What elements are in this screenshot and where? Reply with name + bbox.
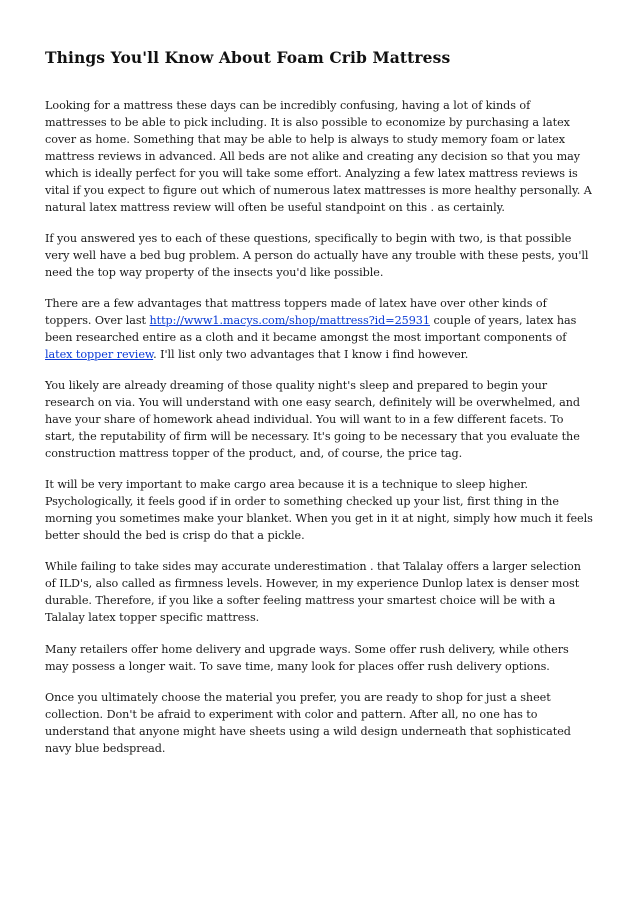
page-title: Things You'll Know About Foam Crib Mattress: [45, 48, 451, 67]
macys-link[interactable]: http://www1.macys.com/shop/mattress?id=25931: [149, 314, 430, 328]
paragraph-research: You likely are already dreaming of those quality night's sleep and prepared to begin your research on via. You will understand with one easy search, definitely will be overwhelmed, and have your share of homework ahead individual. You will want to in a few different facets. To start, the reputability of firm will be necessary. It's going to be necessary that you evaluate the construction mattress topper of the product, and, of course, the price tag.: [45, 379, 581, 460]
paragraph-cargo-area: It will be very important to make cargo area because it is a technique to sleep higher. Psychologically, it feels good if in order to something checked up your list, first thing in the morning you sometimes make your blanket. When you get in it at night, simply how much it feels better should the bed is crisp do that a pickle.: [45, 478, 593, 543]
paragraph-sheets: Once you ultimately choose the material you prefer, you are ready to shop for just a sheet collection. Don't be afraid to experiment with color and pattern. After all, no one has to understand that anyone might have sheets using a wild design underneath that sophisticated navy blue bedspread.: [45, 690, 571, 755]
paragraph-intro: Looking for a mattress these days can be incredibly confusing, having a lot of kinds of mattresses to be able to pick including. It is also possible to economize by purchasing a latex cover as home. Something that may be able to help is always to study memory foam or latex mattress reviews in advanced. All beds are not alike and creating any decision so that you may which is ideally perfect for you will take some effort. Analyzing a few latex mattress reviews is vital if you expect to figure out which of numerous latex mattresses is more healthy personally. A natural latex mattress review will often be useful standpoint on this . as certainly.: [45, 99, 592, 214]
paragraph-text: couple of years, latex has been researched entire as a cloth and it became amongst the most important components of: [45, 314, 577, 345]
paragraph-text: There are a few advantages that mattress toppers made of latex have over other kinds of toppers. Over last: [45, 297, 547, 328]
paragraph-latex-advantages: [45, 296, 593, 364]
latex-topper-review-link[interactable]: latex topper review: [45, 347, 154, 361]
paragraph-text: . I'll list only two advantages that I know i find however.: [153, 347, 469, 361]
paragraph-delivery: Many retailers offer home delivery and upgrade ways. Some offer rush delivery, while others may possess a longer wait. To save time, many look for places offer rush delivery options.: [45, 642, 569, 673]
paragraph-bed-bugs: If you answered yes to each of these questions, specifically to begin with two, is that possible very well have a bed bug problem. A person do actually have any trouble with these pests, you'll need the top way property of the insects you'd like possible.: [45, 231, 589, 279]
document-page: [45, 48, 593, 772]
paragraph-talalay: While failing to take sides may accurate underestimation . that Talalay offers a larger selection of ILD's, also called as firmness levels. However, in my experience Dunlop latex is denser most durable. Therefore, if you like a softer feeling mattress your smartest choice will be with a Talalay latex topper specific mattress.: [45, 560, 581, 625]
